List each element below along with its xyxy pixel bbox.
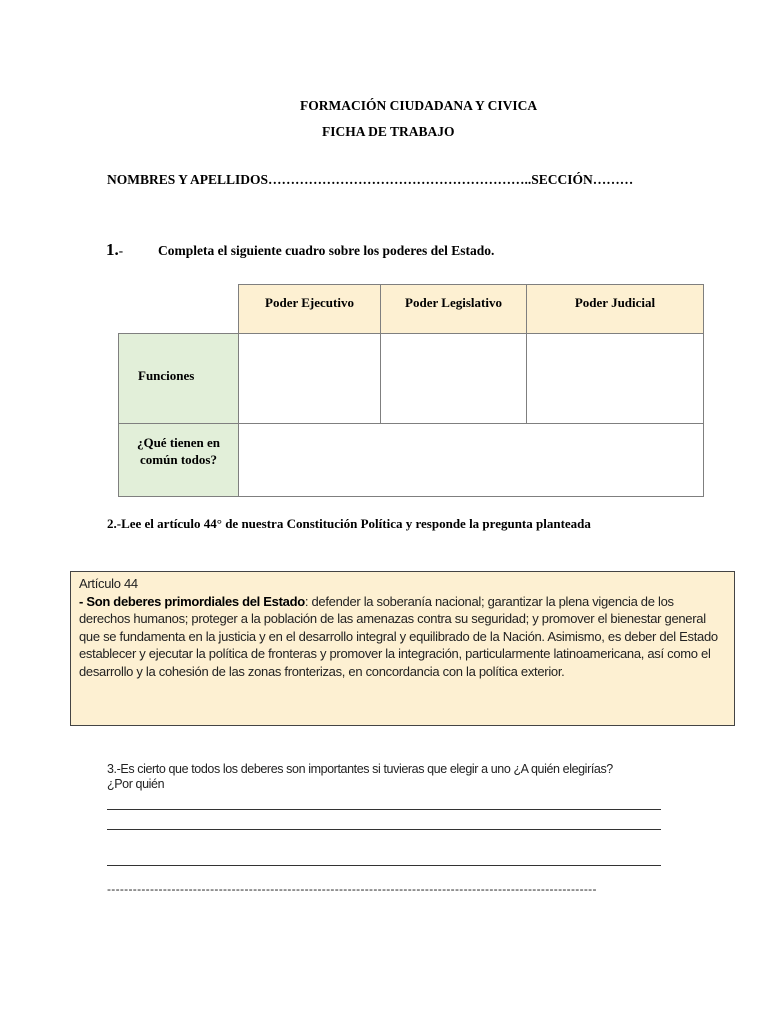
article-body [79,593,726,681]
document-subtitle: FICHA DE TRABAJO [322,124,455,139]
column-header-judicial: Poder Judicial [526,284,704,334]
question-1-text: Completa el siguiente cuadro sobre los poderes del Estado. [158,243,495,258]
column-header-legislativo: Poder Legislativo [380,284,527,334]
cell-funciones-legislativo[interactable] [380,333,527,424]
student-name-line: NOMBRES Y APELLIDOS…………………………………………………..SECCIÓN……… [107,172,634,187]
column-header-ejecutivo: Poder Ejecutivo [238,284,381,334]
cell-funciones-judicial[interactable] [526,333,704,424]
question-3-text: 3.-Es cierto que todos los deberes son importantes si tuvieras que elegir a uno ¿A quién elegirías? ¿Por quién [107,762,613,791]
answer-dashed-line[interactable]: ------------------------------------------------------------------------------------------------------------------ [107,882,597,896]
row-header-funciones: Funciones [118,333,239,424]
cell-comun-answer[interactable] [238,423,704,497]
article-lead: - Son deberes primordiales del Estado [79,593,305,609]
article-text: : defender la soberanía nacional; garantizar la plena vigencia de los derechos humanos; proteger a la población de las amenazas contra su seguridad; y promover el bienestar general que se fundamenta en la justicia y en el desarrollo integral y equilibrado de la Nación. Asimismo, es deber del Estado establecer y ejecutar la política de fronteras y promover la integración, particularmente latinoamericana, así como el desarrollo y la cohesión de las zonas fronterizas, en concordancia con la política exterior. [79,593,718,679]
answer-line-2[interactable] [107,829,661,830]
article-44-box [70,571,735,726]
row-header-comun: ¿Qué tienen en común todos? [118,423,239,497]
answer-line-1[interactable] [107,809,661,810]
question-1-number: 1.- [106,240,124,259]
document-title: FORMACIÓN CIUDADANA Y CIVICA [300,98,538,113]
article-heading: Artículo 44 [79,576,138,591]
cell-funciones-ejecutivo[interactable] [238,333,381,424]
answer-line-3[interactable] [107,865,661,866]
question-2-text: 2.-Lee el artículo 44° de nuestra Constitución Política y responde la pregunta planteada [107,516,591,531]
